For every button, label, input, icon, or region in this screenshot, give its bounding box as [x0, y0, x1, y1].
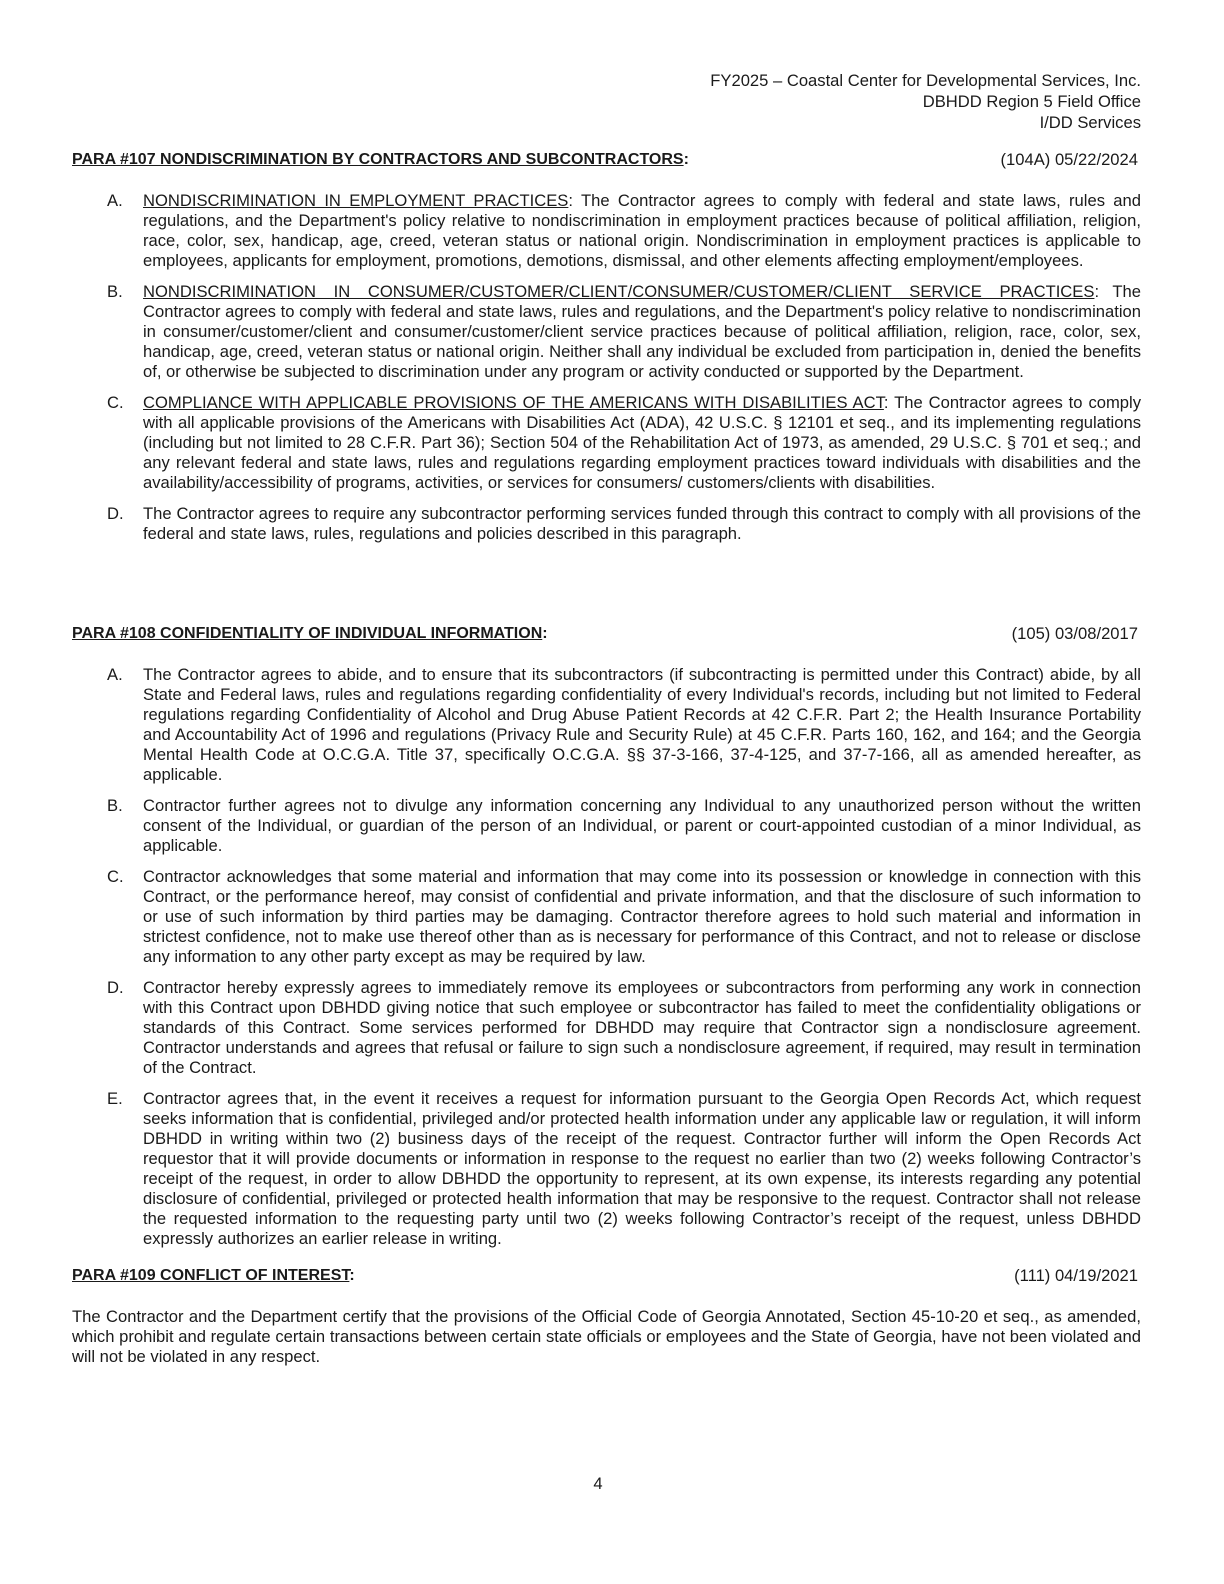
para-108-item-a: A. The Contractor agrees to abide, and to ensure that its subcontractors (if subcontracting is permitted under this Contract) abide, by all State and Federal laws, rules and regulations regarding confidentiality of every Individual's records, including but not limited to Federal regulations regarding Confidentiality of Alcohol and Drug Abuse Patient Records at 42 C.F.R. Part 2; the Health Insurance Portability and Accountability Act of 1996 and regulations (Privacy Rule and Security Rule) at 45 C.F.R. Parts 160, 162, and 164; and the Georgia Mental Health Code at O.C.G.A. Title 37, specifically O.C.G.A. §§ 37-3-166, 37-4-125, and 37-7-166, all as amended hereafter, as applicable.: [107, 665, 1141, 784]
item-text: : The Contractor agrees to comply with federal and state laws, rules and regulations, and the Department's policy relative to nondiscrimination in consumer/customer/client and consumer/customer/client service practices because of political affiliation, religion, race, color, sex, handicap, age, creed, veteran status or national origin. Neither shall any individual be excluded from participation in, denied the benefits of, or otherwise be subjected to discrimination under any program or activity conducted or supported by the Department.: [143, 282, 1142, 381]
para-108-item-b: B. Contractor further agrees not to divulge any information concerning any Individual to any unauthorized person without the written consent of the Individual, or guardian of the person of an Individual, or parent or court-appointed custodian of a minor Individual, as applicable.: [107, 796, 1141, 855]
para-107-item-d: D. The Contractor agrees to require any subcontractor performing services funded through this contract to comply with all provisions of the federal and state laws, rules, regulations and policies described in this paragraph.: [107, 504, 1141, 543]
item-heading: NONDISCRIMINATION IN EMPLOYMENT PRACTICES: [143, 191, 569, 210]
header-line-3: I/DD Services: [1039, 113, 1141, 132]
item-text: Contractor hereby expressly agrees to immediately remove its employees or subcontractors from performing any work in connection with this Contract upon DBHDD giving notice that such employee or subcontractor has failed to meet the confidentiality obligations or standards of this Contract. Some services performed for DBHDD may require that Contractor sign a nondisclosure agreement. Contractor understands and agrees that refusal or failure to sign such a nondisclosure agreement, if required, may result in termination of the Contract.: [143, 978, 1141, 1077]
para-108-ref: (105) 03/08/2017: [1011, 624, 1138, 643]
para-107-title: PARA #107 NONDISCRIMINATION BY CONTRACTORS AND SUBCONTRACTORS: [72, 151, 684, 168]
page-number: 4: [593, 1474, 603, 1493]
para-107-item-c: C. COMPLIANCE WITH APPLICABLE PROVISIONS OF THE AMERICANS WITH DISABILITIES ACT: The Contractor agrees to comply with all applicable provisions of the Americans with Disabilities Act (ADA), 42 U.S.C. § 12101 et seq., and its implementing regulations (including but not limited to 28 C.F.R. Part 36); Section 504 of the Rehabilitation Act of 1973, as amended, 29 U.S.C. § 701 et seq.; and any relevant federal and state laws, rules and regulations regarding employment practices toward individuals with disabilities and the availability/accessibility of programs, activities, or services for consumers/ customers/clients with disabilities.: [107, 393, 1142, 492]
para-107-items: [72, 191, 1141, 555]
para-108-item-c: C. Contractor acknowledges that some material and information that may come into its possession or knowledge in connection with this Contract, or the performance hereof, may consist of confidential and private information, and that the disclosure of such information to or use of such information by third parties may be damaging. Contractor therefore agrees to hold such material and information in strictest confidence, not to make use thereof other than as is necessary for performance of this Contract, and not to release or disclose any information to any other party except as may be required by law.: [107, 867, 1141, 966]
para-108-title: PARA #108 CONFIDENTIALITY OF INDIVIDUAL INFORMATION: [72, 625, 543, 642]
item-text: : The Contractor agrees to comply with all applicable provisions of the Americans with Disabilities Act (ADA), 42 U.S.C. § 12101 et seq., and its implementing regulations (including but not limited to 28 C.F.R. Part 36); Section 504 of the Rehabilitation Act of 1973, as amended, 29 U.S.C. § 701 et seq.; and any relevant federal and state laws, rules and regulations regarding employment practices toward individuals with disabilities and the availability/accessibility of programs, activities, or services for consumers/ customers/clients with disabilities.: [143, 393, 1142, 492]
para-109-text: The Contractor and the Department certify that the provisions of the Official Code of Georgia Annotated, Section 45-10-20 et seq., as amended, which prohibit and regulate certain transactions between certain state officials or employees and the State of Georgia, have not been violated and will not be violated in any respect.: [72, 1307, 1141, 1366]
item-text: The Contractor agrees to require any subcontractor performing services funded through this contract to comply with all provisions of the federal and state laws, rules, regulations and policies described in this paragraph.: [143, 504, 1141, 543]
item-heading: COMPLIANCE WITH APPLICABLE PROVISIONS OF THE AMERICANS WITH DISABILITIES ACT: [143, 393, 884, 412]
item-text: The Contractor agrees to abide, and to ensure that its subcontractors (if subcontracting is permitted under this Contract) abide, by all State and Federal laws, rules and regulations regarding confidentiality of every Individual's records, including but not limited to Federal regulations regarding Confidentiality of Alcohol and Drug Abuse Patient Records at 42 C.F.R. Part 2; the Health Insurance Portability and Accountability Act of 1996 and regulations (Privacy Rule and Security Rule) at 45 C.F.R. Parts 160, 162, and 164; and the Georgia Mental Health Code at O.C.G.A. Title 37, specifically O.C.G.A. §§ 37-3-166, 37-4-125, and 37-7-166, all as amended hereafter, as applicable.: [143, 665, 1141, 784]
para-108-item-d: D. Contractor hereby expressly agrees to immediately remove its employees or subcontractors from performing any work in connection with this Contract upon DBHDD giving notice that such employee or subcontractor has failed to meet the confidentiality obligations or standards of this Contract. Some services performed for DBHDD may require that Contractor sign a nondisclosure agreement. Contractor understands and agrees that refusal or failure to sign such a nondisclosure agreement, if required, may result in termination of the Contract.: [107, 978, 1141, 1077]
item-text: Contractor agrees that, in the event it receives a request for information pursuant to the Georgia Open Records Act, which request seeks information that is confidential, privileged and/or protected health information under any applicable law or regulation, it will inform DBHDD in writing within two (2) business days of the receipt of the request. Contractor further will inform the Open Records Act requestor that it will provide documents or information in response to the request no earlier than two (2) weeks following Contractor’s receipt of the request, in order to allow DBHDD the opportunity to represent, at its own expense, its interests regarding any potential disclosure of confidential, privileged or protected health information that may be responsive to the request. Contractor shall not release the requested information to the requesting party until two (2) weeks following Contractor’s receipt of the request, unless DBHDD expressly authorizes an earlier release in writing.: [143, 1089, 1141, 1248]
item-text: : The Contractor agrees to comply with federal and state laws, rules and regulations, and the Department's policy relative to nondiscrimination in employment practices because of political affiliation, religion, race, color, sex, handicap, age, creed, veteran status or national origin. Nondiscrimination in employment practices is applicable to employees, applicants for employment, promotions, demotions, dismissal, and other elements affecting employment/employees.: [143, 191, 1141, 270]
para-107-ref: (104A) 05/22/2024: [1000, 150, 1138, 169]
para-109-title: PARA #109 CONFLICT OF INTEREST: [72, 1267, 350, 1284]
item-heading: NONDISCRIMINATION IN CONSUMER/CUSTOMER/CLIENT/CONSUMER/CUSTOMER/CLIENT SERVICE PRACTICES: [143, 282, 1095, 301]
header-line-1: FY2025 – Coastal Center for Developmental Services, Inc.: [710, 71, 1141, 90]
para-108-item-e: E. Contractor agrees that, in the event it receives a request for information pursuant to the Georgia Open Records Act, which request seeks information that is confidential, privileged and/or protected health information under any applicable law or regulation, it will inform DBHDD in writing within two (2) business days of the receipt of the request. Contractor further will inform the Open Records Act requestor that it will provide documents or information in response to the request no earlier than two (2) weeks following Contractor’s receipt of the request, in order to allow DBHDD the opportunity to represent, at its own expense, its interests regarding any potential disclosure of confidential, privileged or protected health information that may be responsive to the request. Contractor shall not release the requested information to the requesting party until two (2) weeks following Contractor’s receipt of the request, unless DBHDD expressly authorizes an earlier release in writing.: [107, 1089, 1141, 1248]
para-109-heading: PARA #109 CONFLICT OF INTEREST: (111) 04/19/2021: [72, 1266, 1138, 1285]
header-line-2: DBHDD Region 5 Field Office: [922, 92, 1141, 111]
para-107-heading: PARA #107 NONDISCRIMINATION BY CONTRACTORS AND SUBCONTRACTORS: (104A) 05/22/2024: [72, 150, 1138, 169]
para-107-item-b: B. NONDISCRIMINATION IN CONSUMER/CUSTOMER/CLIENT/CONSUMER/CUSTOMER/CLIENT SERVICE PRACTICES: The Contractor agrees to comply with federal and state laws, rules and regulations, and the Department's policy relative to nondiscrimination in consumer/customer/client and consumer/customer/client service practices because of political affiliation, religion, race, color, sex, handicap, age, creed, veteran status or national origin. Neither shall any individual be excluded from participation in, denied the benefits of, or otherwise be subjected to discrimination under any program or activity conducted or supported by the Department.: [107, 282, 1142, 381]
para-108-heading: PARA #108 CONFIDENTIALITY OF INDIVIDUAL INFORMATION: (105) 03/08/2017: [72, 624, 1138, 643]
item-text: Contractor acknowledges that some material and information that may come into its possession or knowledge in connection with this Contract, or the performance hereof, may consist of confidential and private information, and that the disclosure of such information to or use of such information by third parties may be damaging. Contractor therefore agrees to hold such material and information in strictest confidence, not to make use thereof other than as is necessary for performance of this Contract, and not to release or disclose any information to any other party except as may be required by law.: [143, 867, 1141, 966]
item-text: Contractor further agrees not to divulge any information concerning any Individual to any unauthorized person without the written consent of the Individual, or guardian of the person of an Individual, or parent or court-appointed custodian of a minor Individual, as applicable.: [143, 796, 1141, 855]
page-header: [710, 70, 1141, 133]
para-108-items: [72, 665, 1141, 1260]
para-107-item-a: A. NONDISCRIMINATION IN EMPLOYMENT PRACTICES: The Contractor agrees to comply with federal and state laws, rules and regulations, and the Department's policy relative to nondiscrimination in employment practices because of political affiliation, religion, race, color, sex, handicap, age, creed, veteran status or national origin. Nondiscrimination in employment practices is applicable to employees, applicants for employment, promotions, demotions, dismissal, and other elements affecting employment/employees.: [107, 191, 1141, 270]
para-109-ref: (111) 04/19/2021: [1014, 1266, 1138, 1285]
